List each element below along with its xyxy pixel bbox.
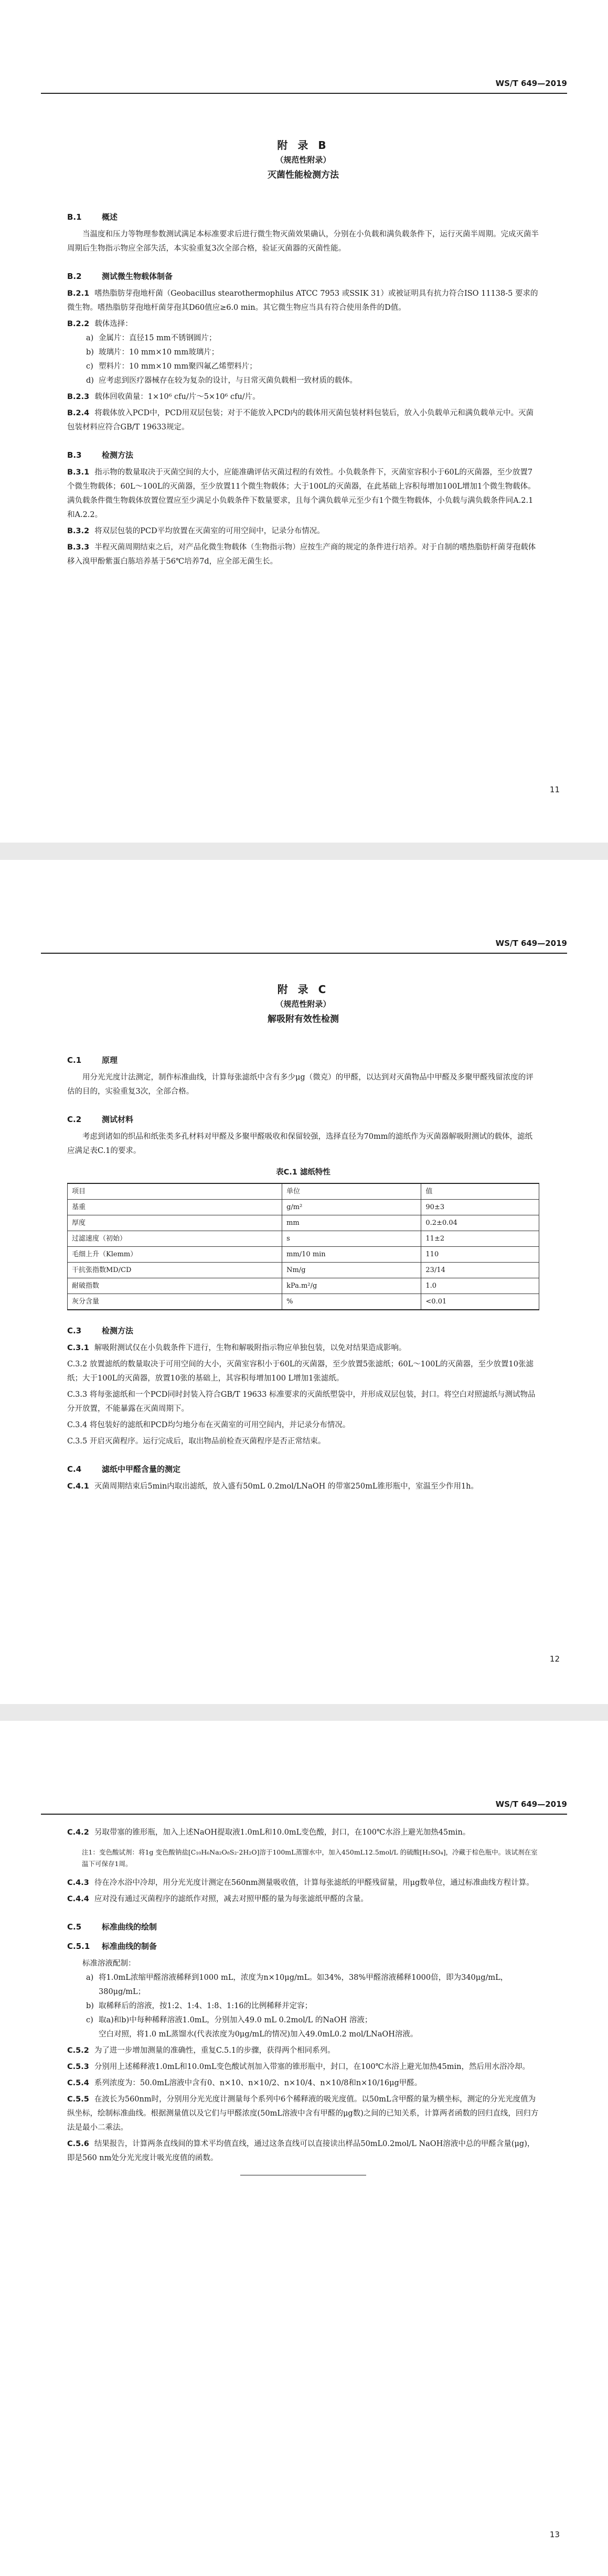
- table-cell: 灰分含量: [68, 1294, 282, 1310]
- clause-text: 应对没有通过灭菌程序的滤纸作对照，减去对照甲醛的量为每张滤纸甲醛的含量。: [94, 1895, 368, 1903]
- annex-type: （规范性附录）: [275, 155, 331, 165]
- section-title: 滤纸中甲醛含量的测定: [102, 1464, 181, 1474]
- clause-text: 为了进一步增加测量的准确性，重复C.5.1的步骤，获得两个相同系列。: [94, 2046, 335, 2055]
- section-title: 测试微生物载体制备: [102, 272, 173, 281]
- document-page-1: [0, 0, 608, 843]
- document-code: WS/T 649—2019: [495, 1799, 567, 1809]
- section-heading: [67, 1920, 539, 1934]
- table-cell: 110: [421, 1247, 539, 1263]
- paragraph: 考虑到诸如的织品和纸张类多孔材料对甲醛及多聚甲醛吸收和保留较强，选择直径为70mm的滤纸作为灭菌器解吸附测试的载体，滤纸应满足表C.1的要求。: [67, 1133, 532, 1155]
- clause: [67, 1892, 539, 1906]
- list-item: [67, 2013, 539, 2028]
- clause-text: 将载体放入PCD中，PCD用双层包装；对于不能放入PCD内的载体用灭菌包装材料包装后，放入小负载单元和满负载单元中。灭菌包装材料应符合GB/T 19633规定。: [67, 409, 534, 432]
- clause-number: C.4.2: [67, 1828, 89, 1837]
- annex-name: 灭菌性能检测方法: [268, 170, 339, 180]
- list-item: [67, 1971, 539, 1999]
- page-content: [67, 137, 539, 569]
- table-cell: 23/14: [421, 1263, 539, 1278]
- clause-number: C.5.2: [67, 2046, 89, 2055]
- clause: [67, 1876, 539, 1890]
- section-number: C.1: [67, 1055, 82, 1065]
- clause-text: 载体回收菌量：1×10⁶ cfu/片～5×10⁶ cfu/片。: [94, 393, 260, 401]
- clause: C.3.4 将包装好的滤纸和PCD均匀地分布在灭菌室的可用空间内，并记录分布情况。: [67, 1421, 350, 1429]
- list-item: [67, 360, 539, 374]
- clause-number: B.2.1: [67, 289, 90, 298]
- section-number: B.1: [67, 212, 82, 222]
- clause-number: C.4.3: [67, 1879, 89, 1887]
- clause: [67, 2076, 539, 2090]
- clause-text: 在波长为560nm时，分别用分光光度计测量每个系列中6个稀释液的吸光度值。以50mL含甲醛的量为横坐标，测定的分光光度值为纵坐标，绘制标准曲线。根据测量值以及它们与甲醛浓度(50mL溶液中含有甲醛的μg数)之间的已知关系，计算两者函数的回归直线，回归方法是最小二乘法。: [67, 2095, 539, 2132]
- section-number: C.4: [67, 1464, 82, 1474]
- clause-text: 载体选择：: [94, 320, 133, 328]
- table-row: [68, 1215, 539, 1231]
- table-row: [68, 1231, 539, 1247]
- clause: [67, 1341, 539, 1355]
- clause-number: B.3.1: [67, 468, 90, 477]
- clause: C.3.5 开启灭菌程序。运行完成后，取出物品前检查灭菌程序是否正常结束。: [67, 1437, 326, 1446]
- document-code: WS/T 649—2019: [495, 79, 567, 88]
- table-cell: g/m²: [282, 1200, 421, 1215]
- clause-text: 半程灭菌周期结束之后，对产品化微生物载体（生物指示物）应按生产商的规定的条件进行培养。对于自制的嗜热脂肪杆菌芽孢载体移入溴甲酚紫蛋白胨培养基于56℃培养7d，应全部无菌生长。: [67, 543, 536, 566]
- section-title: 测试材料: [102, 1115, 134, 1124]
- table-row: [68, 1200, 539, 1215]
- clause-number: B.3.3: [67, 543, 90, 552]
- list-text: 将1.0mL浓缩甲醛溶液稀释到1000 mL，浓度为n×10μg/mL。如34%，38%甲醛溶液稀释1000倍，即为340μg/mL，380μg/mL；: [99, 1974, 508, 1996]
- clause-text: 解吸附测试仅在小负载条件下进行，生物和解吸附指示物应单独包装，以免对结果造成影响。: [94, 1344, 407, 1352]
- section-heading: [67, 1113, 539, 1127]
- list-label: b): [86, 2002, 94, 2010]
- table-cell: %: [282, 1294, 421, 1310]
- clause: [67, 1480, 539, 1494]
- section-number: B.3: [67, 450, 82, 460]
- section-heading: [67, 270, 539, 284]
- clause-text: 待在冷水浴中冷却，用分光光度计测定在560nm测量吸收值，计算每张滤纸的甲醛残留量，用μg数单位，通过标准曲线方程计算。: [94, 1879, 534, 1887]
- section-title: 检测方法: [102, 1326, 134, 1335]
- annex-title: 附 录 C: [277, 983, 329, 996]
- table-cell: 0.2±0.04: [421, 1215, 539, 1231]
- list-label: a): [86, 1974, 94, 1982]
- table-cell: 1.0: [421, 1278, 539, 1294]
- table-cell: 毛细上升（Klemm）: [68, 1247, 282, 1263]
- table-cell: mm/10 min: [282, 1247, 421, 1263]
- section-title: 原理: [102, 1055, 118, 1065]
- table-cell: Nm/g: [282, 1263, 421, 1278]
- clause-text: 分别用上述稀释液1.0mL和10.0mL变色酸试剂加入带塞的锥形瓶中，封口，在100℃水浴上避光加热45min，然后用水浴冷却。: [94, 2063, 530, 2071]
- table-cell: 90±3: [421, 1200, 539, 1215]
- table-cell: s: [282, 1231, 421, 1247]
- table-row: [68, 1294, 539, 1310]
- table-row: [68, 1247, 539, 1263]
- clause-text: 灭菌周期结束后5min内取出滤纸，放入盛有50mL 0.2mol/LNaOH 的带塞250mL锥形瓶中，室温至少作用1h。: [94, 1482, 479, 1491]
- section-number: C.3: [67, 1326, 82, 1335]
- section-title: 概述: [102, 212, 118, 222]
- clause: [67, 317, 539, 331]
- paragraph: 当温度和压力等物理参数测试满足本标准要求后进行微生物灭菌效果确认，分别在小负载和满负载条件下，运行灭菌半周期。完成灭菌半周期后生物指示物应全部失活，本实验重复3次全部合格，验证灭菌器的灭菌性能。: [67, 230, 539, 253]
- list-label: a): [86, 334, 94, 342]
- column-header: 值: [421, 1183, 539, 1200]
- page-content: [67, 982, 539, 1494]
- list-item: [67, 331, 539, 346]
- document-code: WS/T 649—2019: [495, 939, 567, 948]
- clause-number: C.5.6: [67, 2140, 89, 2148]
- clause: [67, 390, 539, 404]
- clause-number: C.3.1: [67, 1344, 89, 1352]
- list-text: 塑料片：10 mm×10 mm聚四氟乙烯塑料片；: [99, 362, 257, 371]
- clause-text: 嗜热脂肪芽孢地杆菌（Geobacillus stearothermophilus ATCC 7953 或SSIK 31）或被证明具有抗力符合ISO 11138-5 要求的微生物。嗜热脂肪芽孢地杆菌芽孢其D60值应≥6.0 min。其它微生物应当具有符合使用条件的D值。: [67, 289, 538, 312]
- table-cell: 11±2: [421, 1231, 539, 1247]
- table-title: 表C.1 滤纸特性: [276, 1168, 330, 1177]
- page-number: 13: [549, 2530, 560, 2539]
- clause-number: B.3.2: [67, 527, 90, 535]
- annex-name: 解吸附有效性检测: [268, 1014, 339, 1025]
- list-text: 玻璃片：10 mm×10 mm玻璃片；: [99, 348, 219, 357]
- list-text: 取a)和b)中每种稀释溶液1.0mL，分别加入49.0 mL 0.2mol/L 的NaOH 溶液；: [99, 2016, 372, 2024]
- clause-number: B.2.4: [67, 409, 90, 417]
- list-label: d): [86, 376, 94, 385]
- section-number: B.2: [67, 272, 82, 281]
- clause: C.3.2 放置滤纸的数量取决于可用空间的大小，灭菌室容积小于60L的灭菌器，至少放置5张滤纸；60L～100L的灭菌器，至少放置10张滤纸；大于100L的灭菌器，放置10张的基础上，其容积每增加100 L增加1张滤纸。: [67, 1360, 534, 1383]
- table-cell: 干抗张指数MD/CD: [68, 1263, 282, 1278]
- clause-text: 指示物的数量取决于灭菌空间的大小，应能准确评估灭菌过程的有效性。小负载条件下，灭菌室容积小于60L的灭菌器，至少放置7个微生物载体；60L～100L的灭菌器，至少放置11个微生物载体；大于100L的灭菌器，在此基础上容积每增加100L增加1个微生物载体。满负载条件微生物载体放置位置应至少满足小负载条件下数量要求，且每个满负载单元至少有1个微生物载体，小负载与满负载条件同A.2.1和A.2.2。: [67, 468, 536, 519]
- annex-heading: [67, 982, 539, 1027]
- section-heading: [67, 1462, 539, 1476]
- section-title: 标准曲线的制备: [102, 1942, 157, 1951]
- clause-text: 另取带塞的锥形瓶，加入上述NaOH提取液1.0mL和10.0mL变色酸，封口，在100℃水浴上避光加热45min。: [94, 1828, 471, 1837]
- paragraph: 标准溶液配制：: [82, 1959, 136, 1968]
- clause-number: B.2.3: [67, 393, 90, 401]
- clause: [67, 466, 539, 522]
- list-item: [67, 346, 539, 360]
- table-cell: kPa.m²/g: [282, 1278, 421, 1294]
- list-item: [67, 2028, 539, 2042]
- section-title: 检测方法: [102, 450, 134, 460]
- clause: [67, 1826, 539, 1840]
- clause: [67, 541, 539, 569]
- clause: [67, 2137, 539, 2165]
- table-cell: 耐破指数: [68, 1278, 282, 1294]
- page-number: 11: [549, 785, 560, 794]
- list-text: 应考虑到医疗器械存在较为复杂的设计，与日常灭菌负载相一致材质的载体。: [99, 376, 357, 385]
- list-item: [67, 374, 539, 388]
- list-label: c): [86, 2016, 93, 2024]
- clause-number: C.5.5: [67, 2095, 89, 2104]
- table-header-row: [68, 1183, 539, 1200]
- list-label: b): [86, 348, 94, 357]
- note: 注1：变色酸试剂：将1g 变色酸钠盐[C₁₀H₆Na₂O₈S₂·2H₂O]溶于100mL蒸馏水中，加入450mL12.5mol/L 的硫酸[H₂SO₄]，冷藏于棕色瓶中。该试剂在室温下可保存1周。: [82, 1848, 538, 1868]
- clause-number: B.2.2: [67, 320, 90, 328]
- section-heading: [67, 210, 539, 224]
- table-cell: <0.01: [421, 1294, 539, 1310]
- section-heading: [67, 1324, 539, 1338]
- column-header: 项目: [68, 1183, 282, 1200]
- section-title: 标准曲线的绘制: [102, 1922, 157, 1932]
- table-cell: 过滤速度（初始）: [68, 1231, 282, 1247]
- paragraph: 用分光光度计法测定，制作标准曲线，计算每张滤纸中含有多少μg（微克）的甲醛，以达到对灭菌物品中甲醛及多聚甲醛残留浓度的评估的目的，实验重复3次，全部合格。: [67, 1073, 534, 1096]
- clause-number: C.5.3: [67, 2063, 89, 2071]
- header-rule: [41, 1814, 567, 1815]
- table-row: [68, 1278, 539, 1294]
- document-page-2: [0, 860, 608, 1704]
- subsection-heading: [67, 1939, 539, 1954]
- section-number: C.5.1: [67, 1942, 90, 1951]
- clause-number: C.4.1: [67, 1482, 89, 1491]
- filter-paper-properties-table: [67, 1183, 539, 1310]
- clause: [67, 2044, 539, 2058]
- clause-text: 系列浓度为：50.0mL溶液中含有0、n×10、n×10/2、n×10/4、n×10/8和n×10/16μg甲醛。: [94, 2079, 422, 2087]
- list-text: 空白对照，将1.0 mL蒸馏水(代表浓度为0μg/mL的情况)加入49.0mL0.2 mol/LNaOH溶液。: [99, 2030, 418, 2039]
- page-number: 12: [549, 1654, 560, 1664]
- header-rule: [41, 93, 567, 94]
- clause: [67, 406, 539, 435]
- table-cell: 厚度: [68, 1215, 282, 1231]
- clause-number: C.5.4: [67, 2079, 89, 2087]
- clause: C.3.3 将每张滤纸和一个PCD同时封装入符合GB/T 19633 标准要求的灭菌纸塑袋中，并形成双层包装，封口。将空白对照滤纸与测试物品分开放置，不能暴露在灭菌周期下。: [67, 1391, 536, 1413]
- clause-text: 将双层包装的PCD平均放置在灭菌室的可用空间中，记录分布情况。: [94, 527, 325, 535]
- column-header: 单位: [282, 1183, 421, 1200]
- clause-text: 结果报告，计算两条直线间的算术平均值直线，通过这条直线可以直接读出样品50mL0.2mol/L NaOH溶液中总的甲醛含量(μg)，即是560 nm处分光光度计吸光度值的函数。: [67, 2140, 535, 2162]
- header-rule: [41, 953, 567, 954]
- list-text: 金属片：直径15 mm不锈钢圆片；: [99, 334, 217, 342]
- annex-type: （规范性附录）: [275, 999, 331, 1009]
- table-cell: 基重: [68, 1200, 282, 1215]
- table-cell: mm: [282, 1215, 421, 1231]
- clause: [67, 2060, 539, 2074]
- section-heading: [67, 448, 539, 462]
- document-page-3: [0, 1721, 608, 2576]
- section-number: C.5: [67, 1922, 82, 1932]
- clause: [67, 524, 539, 538]
- section-number: C.2: [67, 1115, 82, 1124]
- annex-heading: [67, 137, 539, 183]
- list-item: [67, 1999, 539, 2013]
- clause: [67, 287, 539, 315]
- list-text: 取稀释后的溶液，按1:2、1:4、1:8、1:16的比例稀释并定容；: [99, 2002, 313, 2010]
- table-row: [68, 1263, 539, 1278]
- section-heading: [67, 1053, 539, 1068]
- annex-title: 附 录 B: [277, 139, 329, 152]
- list-label: c): [86, 362, 93, 371]
- page-content: [67, 1824, 539, 2175]
- clause-number: C.4.4: [67, 1895, 89, 1903]
- clause: [67, 2093, 539, 2135]
